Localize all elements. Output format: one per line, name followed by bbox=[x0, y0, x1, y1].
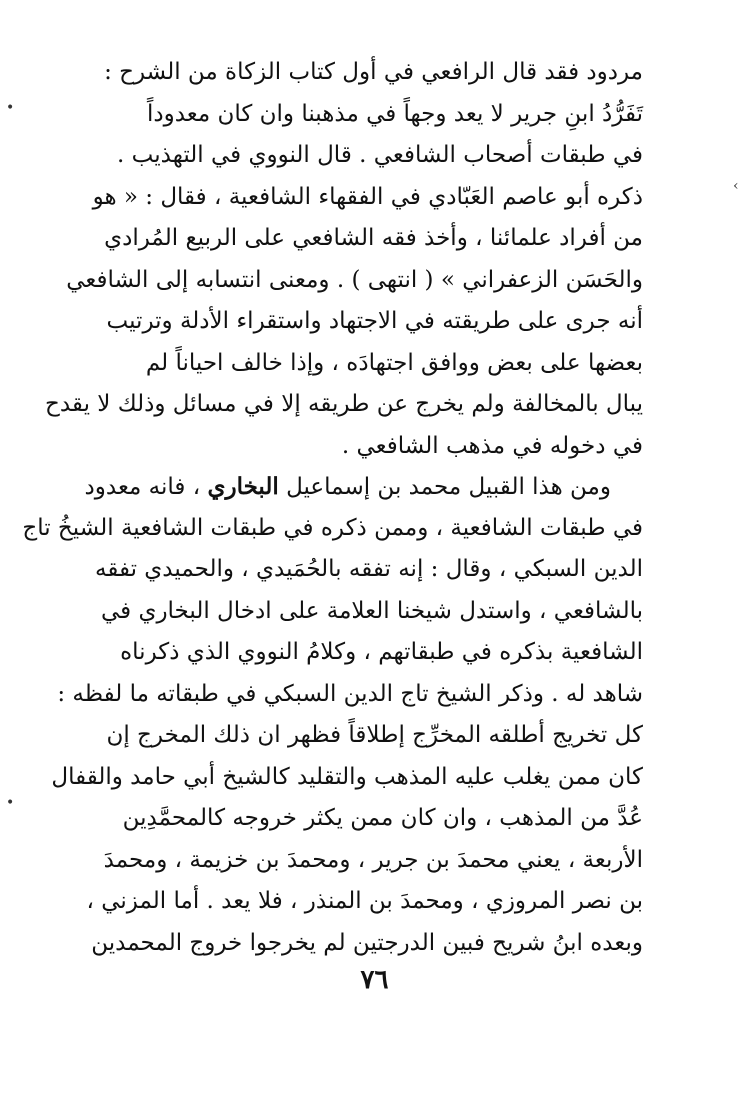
margin-mark: ‹ bbox=[733, 178, 739, 194]
text-line: بالشافعي ، واستدل شيخنا العلامة على ادخال البخاري في bbox=[100, 597, 643, 624]
bold-name: البخاري bbox=[207, 473, 279, 500]
paragraph-2 bbox=[22, 466, 643, 964]
text-line: في طبقات الشافعية ، وممن ذكره في طبقات الشافعية الشيخُ تاج bbox=[22, 514, 643, 541]
text-line: الدين السبكي ، وقال : إنه تفقه بالحُمَيدي ، والحميدي تفقه bbox=[94, 556, 643, 582]
text-line: من أفراد علمائنا ، وأخذ فقه الشافعي على الربيع المُرادي bbox=[104, 225, 643, 251]
text-line: شاهد له . وذكر الشيخ تاج الدين السبكي في طبقاته ما لفظه : bbox=[57, 680, 643, 707]
text-line: بن نصر المروزي ، ومحمدَ بن المنذر ، فلا يعد . أما المزني ، bbox=[86, 888, 643, 914]
margin-mark: • bbox=[6, 795, 15, 811]
text-line: يبال بالمخالفة ولم يخرج عن طريقه إلا في مسائل وذلك لا يقدح bbox=[45, 391, 643, 417]
text-line: في طبقات أصحاب الشافعي . قال النووي في التهذيب . bbox=[117, 142, 643, 168]
text-line: والحَسَن الزعفراني » ( انتهى ) . ومعنى انتسابه إلى الشافعي bbox=[66, 266, 643, 293]
margin-mark: • bbox=[6, 100, 15, 116]
text-line: الأربعة ، يعني محمدَ بن جرير ، ومحمدَ بن خزيمة ، ومحمدَ bbox=[103, 846, 643, 873]
text-line: مردود فقد قال الرافعي في أول كتاب الزكاة من الشرح : bbox=[104, 59, 643, 85]
text-line: بعضها على بعض ووافق اجتهادَه ، وإذا خالف احياناً لم bbox=[145, 349, 643, 376]
text-line: ذكره أبو عاصم العَبّادي في الفقهاء الشافعية ، فقال : « هو bbox=[92, 183, 643, 210]
text-line: كان ممن يغلب عليه المذهب والتقليد كالشيخ أبي حامد والقفال bbox=[51, 763, 643, 790]
paragraph-1 bbox=[45, 52, 643, 467]
text-line: أنه جرى على طريقته في الاجتهاد واستقراء الأدلة وترتيب bbox=[106, 308, 643, 334]
text-line: كل تخريج أطلقه المخرِّج إطلاقاً فظهر ان ذلك المخرج إن bbox=[106, 722, 643, 748]
text-line: في دخوله في مذهب الشافعي . bbox=[341, 432, 643, 459]
text-segment: ، فانه معدود bbox=[84, 474, 208, 500]
text-line: الشافعية بذكره في طبقاتهم ، وكلامُ النووي الذي ذكرناه bbox=[120, 639, 643, 665]
page-number: ٧٦ bbox=[360, 965, 389, 995]
text-segment: ومن هذا القبيل محمد بن إسماعيل bbox=[278, 474, 611, 500]
text-line: تَفَرُّدُ ابنِ جرير لا يعد وجهاً في مذهبنا وان كان معدوداً bbox=[146, 100, 643, 127]
text-line: وبعده ابنُ شريح فبين الدرجتين لم يخرجوا خروج المحمدين bbox=[91, 929, 643, 956]
text-line: عُدَّ من المذهب ، وان كان ممن يكثر خروجه كالمحمَّدِين bbox=[122, 805, 643, 831]
text-line-first bbox=[84, 466, 643, 508]
